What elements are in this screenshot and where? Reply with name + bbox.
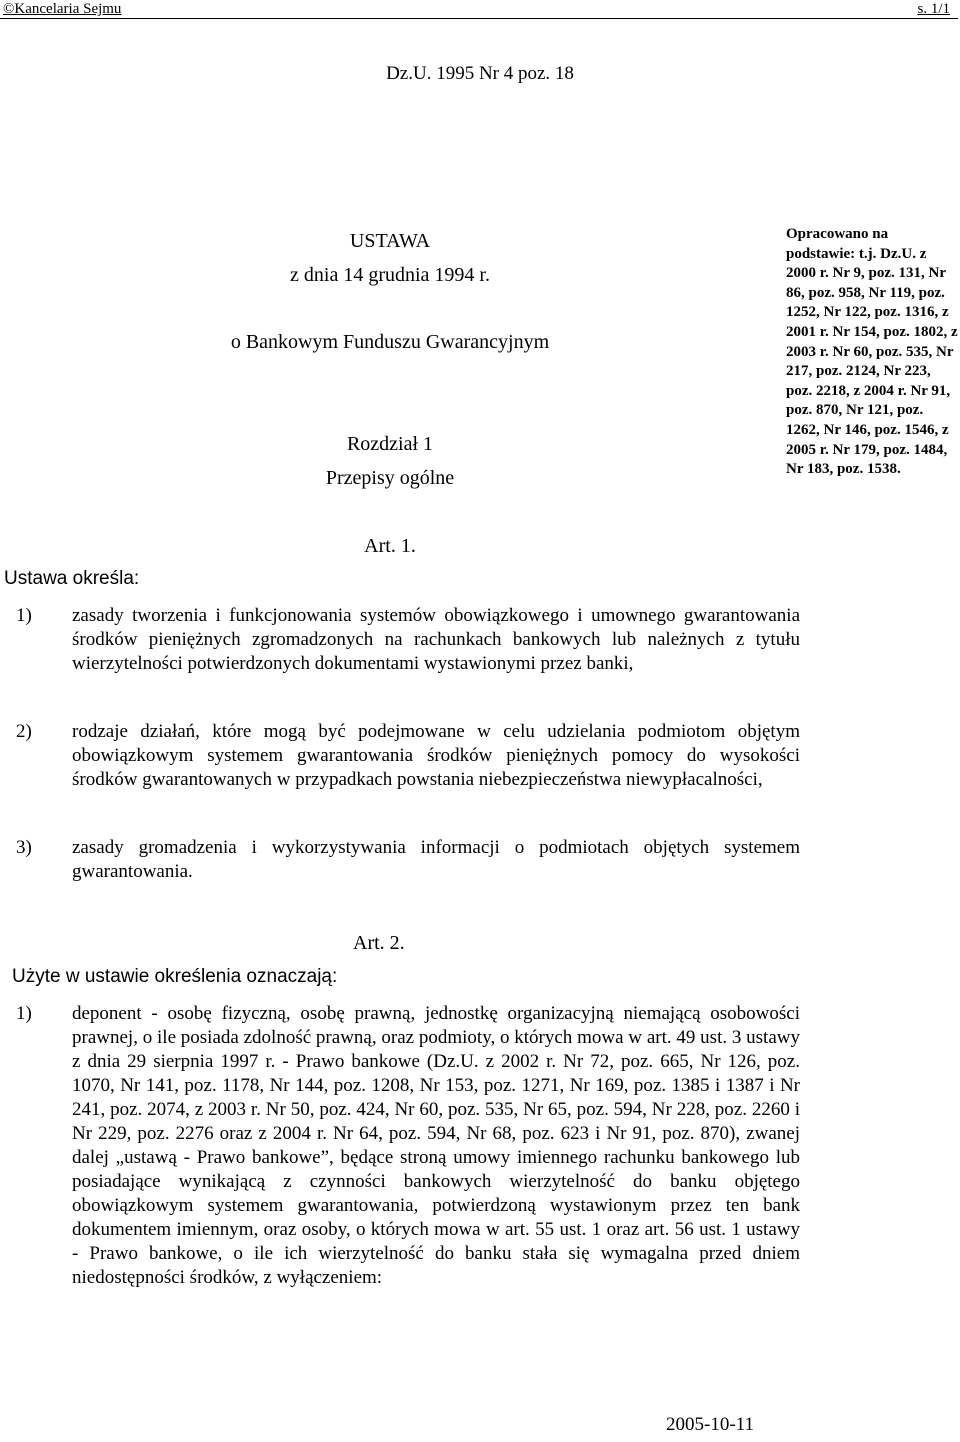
item-number: 1) <box>16 605 32 626</box>
act-type: USTAWA <box>349 230 431 252</box>
article-2-lead: Użyte w ustawie określenia oznaczają: <box>12 966 338 987</box>
page-number[interactable]: s. 1/1 <box>917 1 950 17</box>
article-1-lead: Ustawa określa: <box>4 568 140 589</box>
document-date: 2005-10-11 <box>666 1414 754 1435</box>
article-2-item-1 <box>16 1002 800 1290</box>
item-text: deponent - osobę fizyczną, osobę prawną, jednostkę organizacyjną niemającą osobowości prawnej, o ile posiada zdolność prawną, oraz podmioty, o których mowa w art. 49 ust. 3 ustawy z dnia 29 sierpnia 1997 r. - Prawo bankowe (Dz.U. z 2002 r. Nr 72, poz. 665, Nr 126, poz. 1070, Nr 141, poz. 1178, Nr 144, poz. 1208, Nr 153, poz. 1271, Nr 169, poz. 1385 i 1387 i Nr 241, poz. 2074, z 2003 r. Nr 50, poz. 424, Nr 60, poz. 535, Nr 65, poz. 594, Nr 228, poz. 2260 i Nr 229, poz. 2276 oraz z 2004 r. Nr 64, poz. 594, Nr 68, poz. 623 i Nr 91, poz. 870), zwanej dalej „ustawą - Prawo bankowe”, będące stroną umowy imiennego rachunku bankowego lub posiadające wynikającą z czynności bankowych wierzytelność do banku objętego obowiązkowym systemem gwarantowania, potwierdzoną wystawionym przez ten bank dokumentem imiennym, oraz osoby, o których mowa w art. 55 ust. 1 oraz art. 56 ust. 1 ustawy - Prawo bankowe, o ile ich wierzytelność do banku stała się wymagalna przed dniem niedostępności środków, z wyłączeniem: <box>72 1003 800 1288</box>
chapter-title: Przepisy ogólne <box>325 467 455 489</box>
source-note: Opracowano na podstawie: t.j. Dz.U. z 2000 r. Nr 9, poz. 131, Nr 86, poz. 958, Nr 119, poz. 1252, Nr 122, poz. 1316, z 2001 r. Nr 154, poz. 1802, z 2003 r. Nr 60, poz. 535, Nr 217, poz. 2124, Nr 223, poz. 2218, z 2004 r. Nr 91, poz. 870, Nr 121, poz. 1262, Nr 146, poz. 1546, z 2005 r. Nr 179, poz. 1484, Nr 183, poz. 1538. <box>786 226 958 478</box>
article-1-item-1 <box>16 604 800 676</box>
item-text: zasady tworzenia i funkcjonowania systemów obowiązkowego i umownego gwarantowania środków pieniężnych zgromadzonych na rachunkach bankowych lub należnych z tytułu wierzytelności potwierdzonych dokumentami wystawionymi przez banki, <box>72 605 800 674</box>
item-number: 3) <box>16 837 32 858</box>
header-divider <box>0 18 958 19</box>
act-date: z dnia 14 grudnia 1994 r. <box>290 264 490 286</box>
publisher-label[interactable]: ©Kancelaria Sejmu <box>3 1 122 17</box>
item-text: zasady gromadzenia i wykorzystywania informacji o podmiotach objętych systemem gwarantowania. <box>72 837 800 882</box>
article-1-heading: Art. 1. <box>364 535 416 557</box>
article-1-item-3 <box>16 836 800 884</box>
item-number: 1) <box>16 1003 32 1024</box>
article-2-heading: Art. 2. <box>353 932 405 954</box>
journal-reference: Dz.U. 1995 Nr 4 poz. 18 <box>386 63 574 84</box>
item-number: 2) <box>16 721 32 742</box>
chapter-number: Rozdział 1 <box>346 433 434 455</box>
page-header <box>0 0 960 22</box>
article-1-item-2 <box>16 720 800 792</box>
act-title: o Bankowym Funduszu Gwarancyjnym <box>230 331 550 353</box>
item-text: rodzaje działań, które mogą być podejmowane w celu udzielania podmiotom objętym obowiązkowym systemem gwarantowania środków pieniężnych pomocy do wysokości środków gwarantowanych w przypadkach powstania niebezpieczeństwa niewypłacalności, <box>72 721 800 790</box>
